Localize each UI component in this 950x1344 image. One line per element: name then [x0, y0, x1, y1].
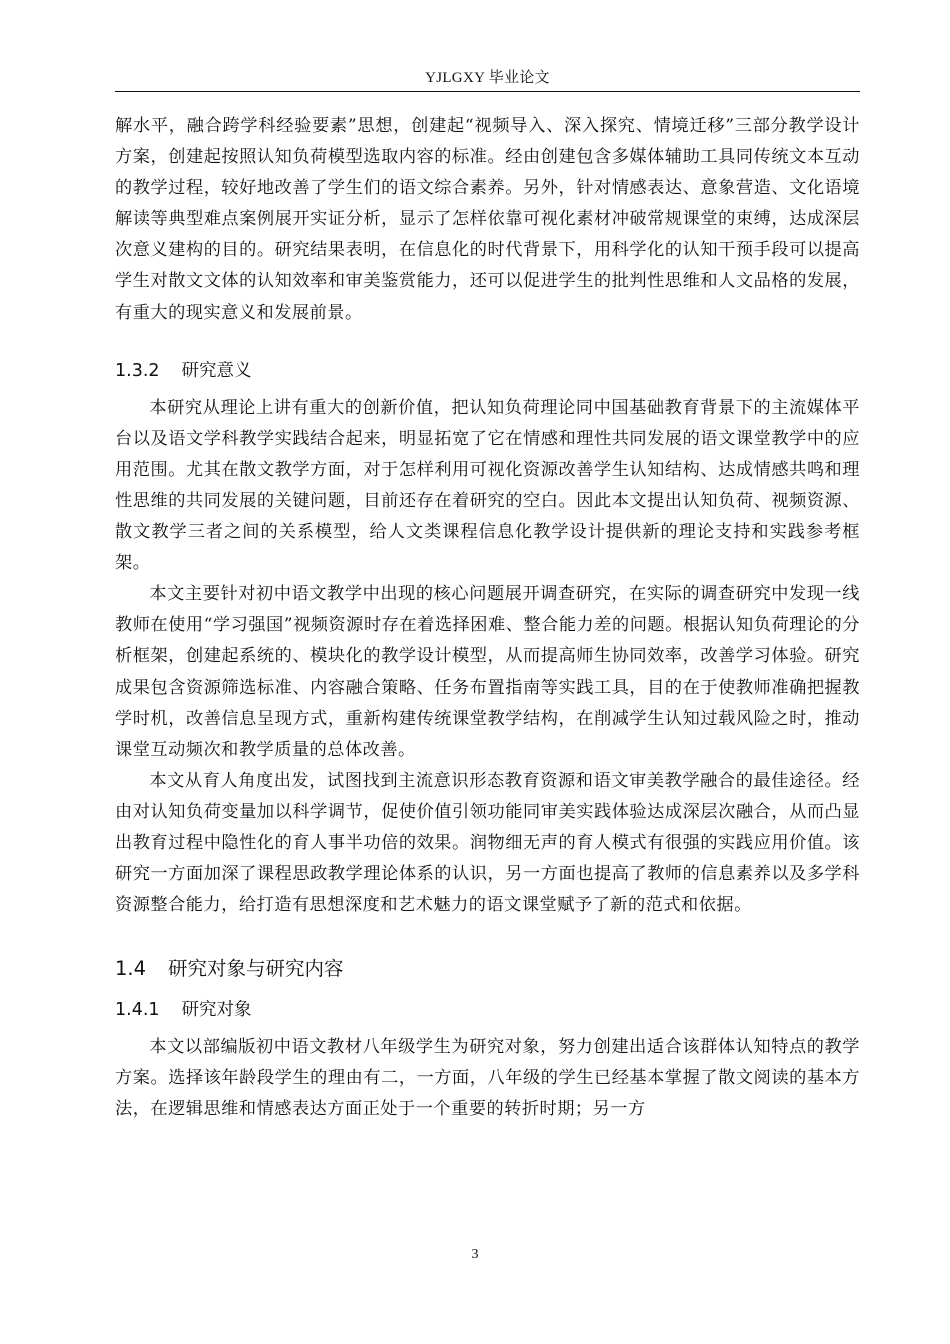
paragraph: 本文主要针对初中语文教学中出现的核心问题展开调查研究，在实际的调查研究中发现一线教师在使用“学习强国”视频资源时存在着选择困难、整合能力差的问题。根据认知负荷理论的分析框架，创建起系统的、模块化的教学设计模型，从而提高师生协同效率，改善学习体验。研究成果包含资源筛选标准、内容融合策略、任务布置指南等实践工具，目的在于使教师准确把握教学时机，改善信息呈现方式，重新构建传统课堂教学结构，在削减学生认知过载风险之时，推动课堂互动频次和教学质量的总体改善。 — [115, 584, 860, 760]
paragraph: 本研究从理论上讲有重大的创新价值，把认知负荷理论同中国基础教育背景下的主流媒体平台以及语文学科教学实践结合起来，明显拓宽了它在情感和理性共同发展的语文课堂教学中的应用范围。尤其在散文教学方面，对于怎样利用可视化资源改善学生认知结构、达成情感共鸣和理性思维的共同发展的关键问题，目前还存在着研究的空白。因此本文提出认知负荷、视频资源、散文教学三者之间的关系模型，给人文类课程信息化教学设计提供新的理论支持和实践参考框架。 — [115, 397, 860, 574]
paragraph-continued: 解水平，融合跨学科经验要素”思想，创建起“视频导入、深入探究、情境迁移”三部分教学设计方案，创建起按照认知负荷模型选取内容的标准。经由创建包含多媒体辅助工具同传统文本互动的教学过程，较好地改善了学生们的语文综合素养。另外，针对情感表达、意象营造、文化语境解读等典型难点案例展开实证分析，显示了怎样依靠可视化素材冲破常规课堂的束缚，达成深层次意义建构的目的。研究结果表明，在信息化的时代背景下，用科学化的认知干预手段可以提高学生对散文文体的认知效率和审美鉴赏能力，还可以促进学生的批判性思维和人文品格的发展，有重大的现实意义和发展前景。 — [115, 116, 860, 323]
section-heading-1-3-2 — [115, 355, 860, 387]
section-heading-1-4-1 — [115, 994, 860, 1026]
paragraph: 本文以部编版初中语文教材八年级学生为研究对象，努力创建出适合该群体认知特点的教学方案。选择该年龄段学生的理由有二，一方面，八年级的学生已经基本掌握了散文阅读的基本方法，在逻辑思维和情感表达方面正处于一个重要的转折时期；另一方 — [115, 1037, 860, 1120]
page-number: 3 — [471, 1247, 479, 1262]
section-number: 1.4.1 — [115, 1000, 160, 1021]
section-title: 研究意义 — [181, 360, 252, 381]
header-divider — [115, 91, 860, 92]
section-title: 研究对象 — [181, 1000, 252, 1021]
running-header: YJLGXY 毕业论文 — [425, 70, 550, 86]
section-heading-1-4 — [115, 952, 860, 986]
section-number: 1.4 — [115, 957, 147, 981]
page-body — [115, 111, 860, 1126]
paragraph: 本文从育人角度出发，试图找到主流意识形态教育资源和语文审美教学融合的最佳途径。经由对认知负荷变量加以科学调节，促使价值引领功能同审美实践体验达成深层次融合，从而凸显出教育过程中隐性化的育人事半功倍的效果。润物细无声的育人模式有很强的实践应用价值。该研究一方面加深了课程思政教学理论体系的认识，另一方面也提高了教师的信息素养以及多学科资源整合能力，给打造有思想深度和艺术魅力的语文课堂赋予了新的范式和依据。 — [115, 770, 860, 916]
section-number: 1.3.2 — [115, 360, 160, 381]
section-title: 研究对象与研究内容 — [168, 957, 344, 981]
